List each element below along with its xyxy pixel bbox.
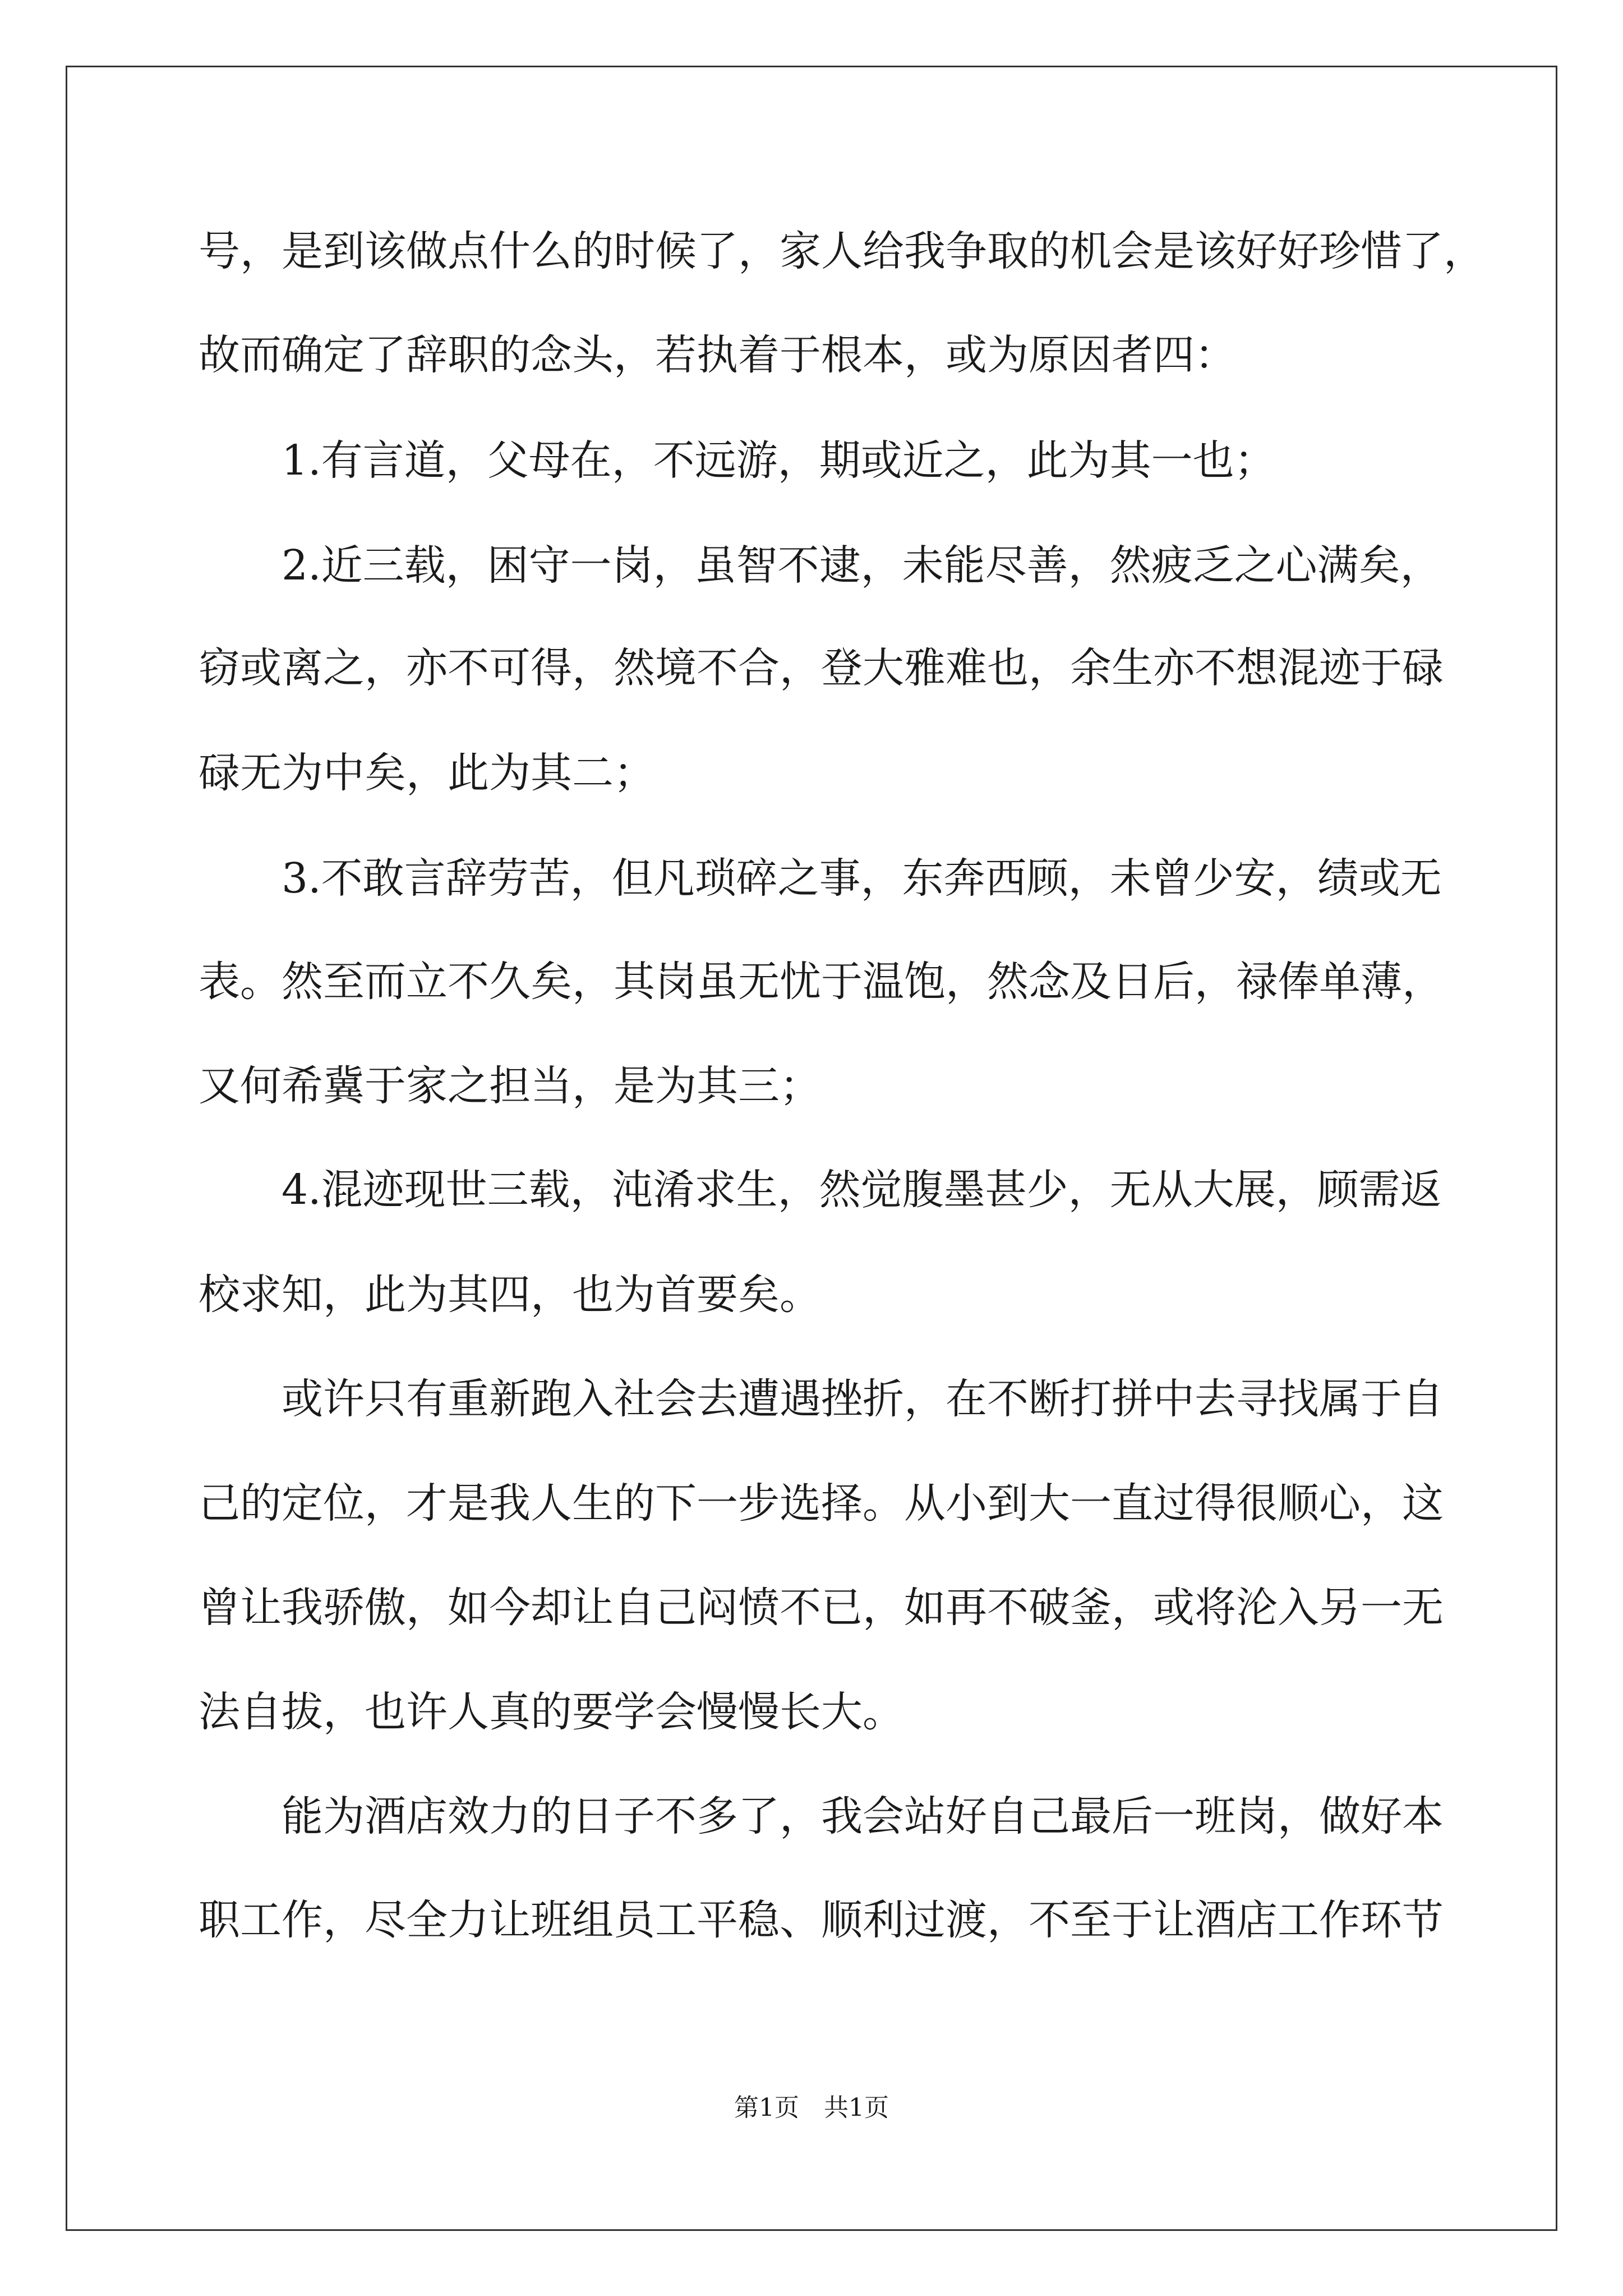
text-line: 1.有言道，父母在，不远游，期或近之，此为其一也；: [199, 436, 1276, 485]
text-line: 4.混迹现世三载，沌淆求生，然觉腹墨甚少，无从大展，顾需返: [199, 1166, 1442, 1214]
text-line: 法自拔，也许人真的要学会慢慢长大。: [199, 1688, 904, 1736]
text-line: 故而确定了辞职的念头，若执着于根本，或为原因者四：: [199, 331, 1236, 379]
text-line: 或许只有重新跑入社会去遭遇挫折，在不断打拼中去寻找属于自: [199, 1375, 1444, 1423]
text-line: 窃或离之，亦不可得，然境不合，登大雅难也，余生亦不想混迹于碌: [199, 644, 1444, 692]
page-footer: 第1页 共1页: [734, 2093, 889, 2122]
text-line: 2.近三载，困守一岗，虽智不逮，未能尽善，然疲乏之心满矣，: [199, 541, 1442, 590]
text-line: 3.不敢言辞劳苦，但凡琐碎之事，东奔西顾，未曾少安，绩或无: [199, 854, 1442, 903]
text-line: 表。然至而立不久矣，其岗虽无忧于温饱，然念及日后，禄俸单薄，: [199, 958, 1444, 1006]
text-line: 又何希冀于家之担当，是为其三；: [199, 1062, 821, 1110]
text-line: 能为酒店效力的日子不多了，我会站好自己最后一班岗，做好本: [199, 1792, 1444, 1841]
text-line: 碌无为中矣，此为其二；: [199, 749, 655, 797]
text-line: 校求知，此为其四，也为首要矣。: [199, 1271, 821, 1319]
text-line: 曾让我骄傲，如今却让自己闷愤不已，如再不破釜，或将沦入另一无: [199, 1584, 1444, 1632]
text-line: 己的定位，才是我人生的下一步选择。从小到大一直过得很顺心，这: [199, 1479, 1444, 1527]
text-line: 号，是到该做点什么的时候了，家人给我争取的机会是该好好珍惜了，: [199, 227, 1485, 275]
text-line: 职工作，尽全力让班组员工平稳、顺利过渡，不至于让酒店工作环节: [199, 1896, 1444, 1944]
